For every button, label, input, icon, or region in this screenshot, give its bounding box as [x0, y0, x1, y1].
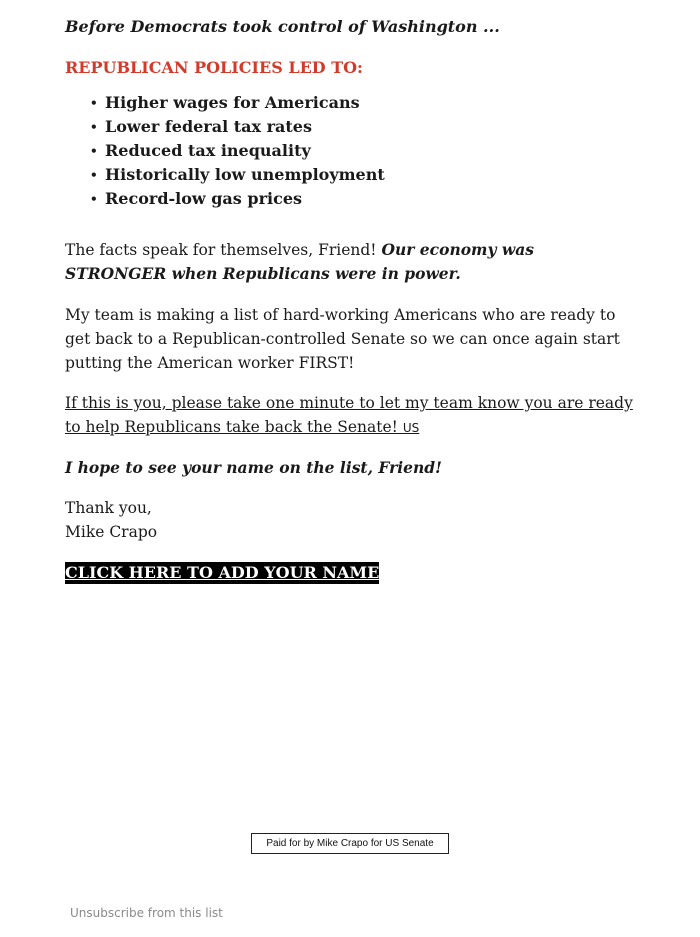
signoff-closing: Thank you, — [65, 499, 152, 517]
policy-list — [65, 91, 385, 211]
add-name-link[interactable] — [65, 394, 633, 436]
paid-for-disclaimer: Paid for by Mike Crapo for US Senate — [251, 833, 449, 854]
list-item — [65, 115, 385, 139]
bullet-icon: • — [90, 120, 98, 134]
add-your-name-button[interactable]: CLICK HERE TO ADD YOUR NAME — [65, 563, 380, 582]
list-item — [65, 187, 385, 211]
facts-emphasis: Our economy was STRONGER when Republicans were in power. — [65, 240, 534, 283]
intro-line: Before Democrats took control of Washington ... — [65, 17, 500, 36]
signoff — [65, 496, 640, 544]
policy-text: Lower federal tax rates — [105, 117, 312, 136]
hope-line: I hope to see your name on the list, Friend! — [65, 458, 442, 477]
list-item — [65, 139, 385, 163]
cta-link-text: If this is you, please take one minute to let my team know you are ready to help Republicans take back the Senate! — [65, 394, 633, 436]
facts-paragraph — [65, 238, 640, 286]
policy-text: Historically low unemployment — [105, 165, 385, 184]
signoff-name: Mike Crapo — [65, 523, 158, 541]
policy-text: Reduced tax inequality — [105, 141, 311, 160]
list-item — [65, 91, 385, 115]
bullet-icon: • — [90, 192, 98, 206]
unsubscribe-link[interactable]: Unsubscribe from this list — [70, 906, 223, 920]
cta-link-suffix: US — [402, 421, 420, 435]
team-paragraph: My team is making a list of hard-working Americans who are ready to get back to a Republican-controlled Senate so we can once again start putting the American worker FIRST! — [65, 306, 620, 372]
bullet-icon: • — [90, 96, 98, 110]
facts-lead: The facts speak for themselves, Friend! — [65, 241, 382, 259]
policy-text: Record-low gas prices — [105, 189, 302, 208]
bullet-icon: • — [90, 144, 98, 158]
list-item — [65, 163, 385, 187]
cta-paragraph — [65, 391, 640, 440]
policies-heading: REPUBLICAN POLICIES LED TO: — [65, 58, 363, 77]
policy-text: Higher wages for Americans — [105, 93, 360, 112]
bullet-icon: • — [90, 168, 98, 182]
